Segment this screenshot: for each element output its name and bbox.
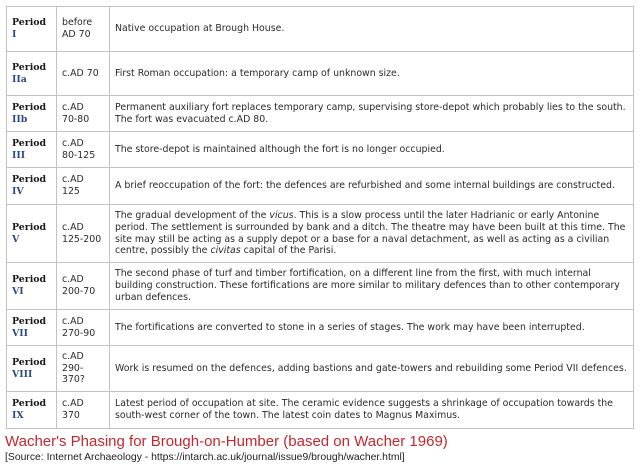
table-row-period-iia [7, 52, 634, 96]
period-cell [7, 205, 57, 263]
period-label: Period [12, 315, 47, 327]
description-cell [110, 346, 634, 392]
description-text: A brief reoccupation of the fort: the defences are refurbished and some internal buildings are constructed. [115, 180, 615, 192]
date-line: 370 [62, 410, 80, 421]
table-row-period-iii [7, 132, 634, 168]
description-text: The second phase of turf and timber fortification, on a different line from the first, with much internal building construction. These fortifications are more similar to military defences than to other contemporary urban defences. [115, 268, 620, 303]
date-cell [57, 263, 110, 310]
period-cell [7, 96, 57, 132]
period-number: IIb [12, 113, 28, 125]
period-number: VII [12, 327, 29, 339]
description-italic-term: vicus [269, 209, 294, 221]
period-label: Period [12, 221, 47, 233]
period-cell [7, 392, 57, 429]
date-line: c.AD [62, 398, 84, 410]
table-row-period-v [7, 205, 634, 263]
date-line: c.AD [62, 350, 84, 362]
period-number: IIa [12, 73, 27, 85]
description-text: Native occupation at Brough House. [115, 23, 285, 35]
date-cell [57, 392, 110, 429]
description-text: capital of the Parisi. [240, 245, 337, 257]
description-cell [110, 132, 634, 168]
description-cell [110, 168, 634, 205]
date-line: c.AD [62, 174, 84, 186]
period-cell [7, 52, 57, 96]
table-row-period-iib [7, 96, 634, 132]
period-label: Period [12, 17, 47, 29]
table-row-period-viii [7, 346, 634, 392]
period-number: IX [12, 410, 24, 421]
table-row-period-ix [7, 392, 634, 429]
date-line: before [62, 17, 93, 29]
period-number: V [12, 233, 20, 245]
description-text: The gradual development of the [115, 209, 270, 221]
period-cell [7, 132, 57, 168]
description-text: Permanent auxiliary fort replaces temporary camp, supervising store-depot which probably lies to the south. The fort was evacuated c.AD 80. [115, 101, 626, 125]
period-cell [7, 346, 57, 392]
description-cell [110, 96, 634, 132]
date-line: 70-80 [62, 113, 90, 125]
date-line: AD 70 [62, 29, 91, 40]
description-cell [110, 263, 634, 310]
description-cell [110, 205, 634, 263]
period-label: Period [12, 274, 47, 286]
period-number: IV [12, 186, 24, 197]
table-row-period-iv [7, 168, 634, 205]
table-row-period-vi [7, 263, 634, 310]
date-line: 270-90 [62, 327, 96, 339]
period-cell [7, 310, 57, 346]
date-cell [57, 132, 110, 168]
description-cell [110, 52, 634, 96]
date-line: 125 [62, 186, 80, 197]
description-text: First Roman occupation: a temporary camp of unknown size. [115, 67, 400, 79]
source-citation: [Source: Internet Archaeology - https://intarch.ac.uk/journal/issue9/brough/wacher.html] [5, 452, 405, 463]
description-text: Work is resumed on the defences, adding bastions and gate-towers and rebuilding some Period VII defences. [115, 362, 627, 374]
date-line: c.AD [62, 221, 84, 233]
date-line: 370? [62, 374, 85, 386]
period-label: Period [12, 61, 47, 73]
description-text: The fortifications are converted to stone in a series of stages. The work may have been interrupted. [115, 321, 585, 333]
date-cell [57, 7, 110, 52]
period-label: Period [12, 356, 47, 368]
period-number: I [12, 29, 17, 40]
date-cell [57, 168, 110, 205]
period-number: VI [12, 286, 24, 297]
period-number: III [12, 149, 26, 161]
description-italic-term: civitas [210, 245, 241, 257]
date-line: c.AD [62, 101, 84, 113]
phasing-table [6, 6, 634, 429]
date-line: c.AD [62, 137, 84, 149]
description-text: Latest period of occupation at site. The ceramic evidence suggests a shrinkage of occupation towards the south-west corner of the town. The latest coin dates to Magnus Maximus. [115, 398, 613, 421]
date-line: 200-70 [62, 286, 96, 297]
date-cell [57, 96, 110, 132]
period-cell [7, 263, 57, 310]
date-line: 290- [62, 362, 84, 374]
date-cell [57, 205, 110, 263]
period-cell [7, 7, 57, 52]
table-row-period-i [7, 7, 634, 52]
date-line: 125-200 [62, 233, 102, 245]
description-cell [110, 392, 634, 429]
period-number: VIII [12, 368, 33, 380]
date-line: 80-125 [62, 149, 96, 161]
figure-caption: Wacher's Phasing for Brough-on-Humber (based on Wacher 1969) [5, 433, 448, 450]
phasing-table-container [6, 6, 634, 429]
date-line: c.AD 70 [62, 67, 99, 79]
period-label: Period [12, 101, 47, 113]
description-text: . This is a slow process until the later Hadrianic or early Antonine period. The settlement is surrounded by bank and a ditch. The theatre may have been built at this time. The site may still be acting as a supply depot or a base for a naval detachment, as well as acting as a civilian centre, possibly the [115, 209, 626, 257]
period-cell [7, 168, 57, 205]
date-cell [57, 346, 110, 392]
period-label: Period [12, 174, 47, 186]
period-label: Period [12, 137, 47, 149]
date-cell [57, 310, 110, 346]
date-line: c.AD [62, 315, 84, 327]
table-row-period-vii [7, 310, 634, 346]
description-cell [110, 310, 634, 346]
date-cell [57, 52, 110, 96]
period-label: Period [12, 398, 47, 410]
description-cell [110, 7, 634, 52]
date-line: c.AD [62, 274, 84, 286]
description-text: The store-depot is maintained although the fort is no longer occupied. [115, 143, 445, 155]
